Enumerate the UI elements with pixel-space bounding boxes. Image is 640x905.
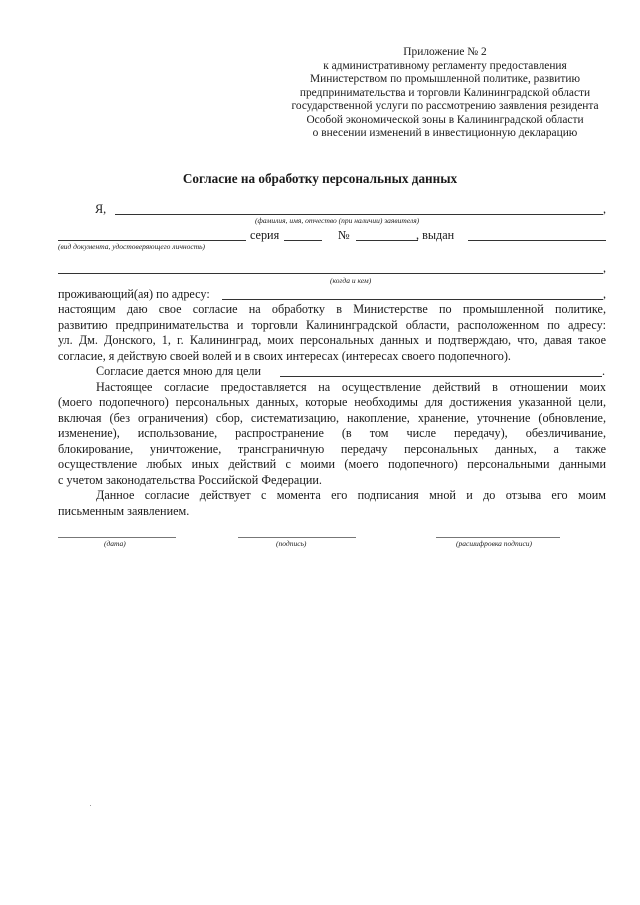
scope-line: осуществление любых иных действий с моими (моего подопечного) персональными данными [58,457,606,471]
scope-line: (моего подопечного) персональных данных, которые необходимы для достижения указанной цели, [58,395,606,409]
issued-comma: , [603,261,607,275]
name-comma: , [603,202,607,216]
name-caption: (фамилия, имя, отчество (при наличии) заявителя) [255,216,420,225]
signature-field-line[interactable] [238,537,356,538]
scope-line: Настоящее согласие предоставляется на осуществление действий в отношении моих [96,379,606,394]
validity-line: письменным заявлением. [58,503,190,518]
appendix-line: государственной услуги по рассмотрению заявления резидента [291,100,599,112]
signature-decode-caption: (расшифровка подписи) [456,539,533,548]
series-field-line[interactable] [284,240,322,241]
appendix-line: к административному регламенту предоставления [323,59,567,72]
number-label: № [338,228,350,242]
issued-by-field-line[interactable] [468,240,606,241]
date-caption: (дата) [104,539,126,548]
appendix-header [270,46,620,141]
purpose-label: Согласие дается мною для цели [96,364,261,378]
when-caption: (когда и кем) [330,276,372,285]
scope-line: включая (без ограничения) сбор, систематизацию, накопление, хранение, уточнение (обновление, [58,410,606,425]
date-field-line[interactable] [58,537,176,538]
appendix-line: Особой экономической зоны в Калининградской области [306,113,584,126]
scope-line: блокирование, уничтожение, трансграничную передачу персональных данных, а также [58,441,606,456]
document-caption: (вид документа, удостоверяющего личность) [58,242,206,251]
appendix-line: о внесении изменений в инвестиционную декларацию [312,127,578,139]
appendix-line: Приложение № 2 [403,46,487,58]
appendix-line: Министерством по промышленной политике, развитию [310,73,580,85]
address-label: проживающий(ая) по адресу: [58,287,210,301]
signature-decode-field-line[interactable] [436,537,560,538]
consent-line: ул. Дм. Донского, 1, г. Калининград, моих персональных данных и подтверждаю, что, давая такое [58,333,606,347]
signature-caption: (подпись) [276,539,307,548]
consent-line: развитию предпринимательства и торговли Калининградской области, расположенном по адресу: [58,317,606,332]
series-label: серия [250,228,280,242]
document-title: Согласие на обработку персональных данных [182,171,458,186]
scan-speck [90,805,91,806]
scope-line: с учетом законодательства Российской Федерации. [58,472,322,487]
address-comma: , [603,287,607,301]
address-field-line[interactable] [222,299,603,300]
purpose-period: . [602,364,606,378]
issued-label: , выдан [416,228,455,242]
number-field-line[interactable] [356,240,418,241]
scope-line: изменение), использование, распространение (в том числе передачу), обезличивание, [58,426,606,440]
consent-line: настоящим даю свое согласие на обработку в Министерстве по промышленной политике, [58,302,606,316]
validity-line: Данное согласие действует с момента его подписания мной и до отзыва его моим [96,488,606,502]
appendix-line: предпринимательства и торговли Калининградской области [299,86,591,99]
i-label: Я, [95,202,107,216]
consent-line: согласие, я действую своей волей и в своих интересах (интересах своего подопечного). [58,348,511,363]
issued-when-field-line[interactable] [58,273,603,274]
document-type-field-line[interactable] [58,240,246,241]
purpose-field-line[interactable] [280,376,602,377]
name-field-line[interactable] [115,214,603,215]
